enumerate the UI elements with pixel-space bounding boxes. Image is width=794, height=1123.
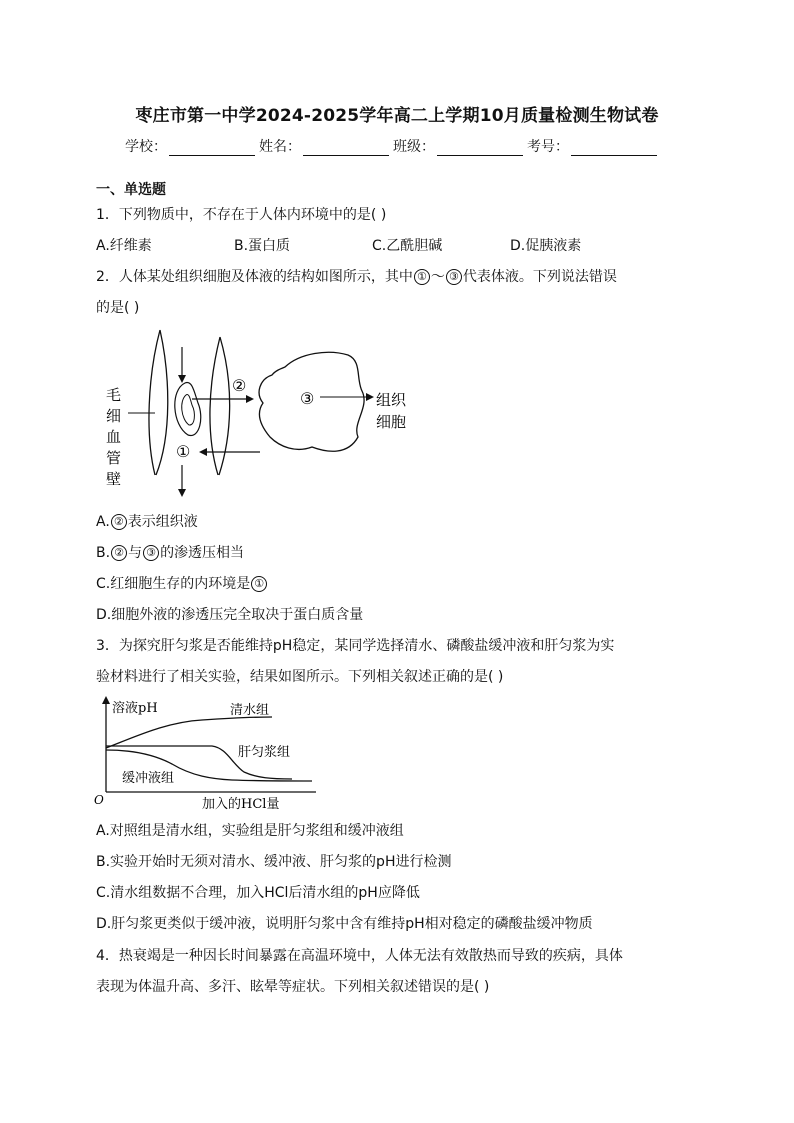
series-label-buffer: 缓冲液组 bbox=[122, 771, 175, 786]
origin-label: O bbox=[94, 793, 104, 807]
series-line-water bbox=[106, 717, 272, 748]
q1-option-d: D.促胰液素 bbox=[510, 238, 582, 254]
q2-stem-line2: 的是( ) bbox=[96, 300, 140, 316]
q2-option-a bbox=[96, 512, 198, 532]
red-blood-cell bbox=[175, 383, 201, 436]
wall-label-char: 细 bbox=[106, 407, 122, 425]
q2-stem-a: 2．人体某处组织细胞及体液的结构如图所示，其中 bbox=[96, 269, 413, 285]
series-label-water: 清水组 bbox=[230, 703, 270, 718]
page-title: 枣庄市第一中学2024-2025学年高二上学期10月质量检测生物试卷 bbox=[135, 106, 659, 126]
y-axis-label: 溶液pH bbox=[112, 701, 158, 716]
student-info-row bbox=[125, 136, 661, 156]
q1-options bbox=[96, 236, 648, 256]
mark-3: ③ bbox=[300, 389, 315, 408]
circled-2: ② bbox=[111, 545, 127, 561]
circled-3: ③ bbox=[446, 269, 462, 285]
q3-stem-line2: 验材料进行了相关实验，结果如图所示。下列相关叙述正确的是( ) bbox=[96, 669, 504, 685]
q3-option-b: B.实验开始时无须对清水、缓冲液、肝匀浆的pH进行检测 bbox=[96, 854, 452, 870]
q2-option-b bbox=[96, 543, 244, 563]
option-text: 表示组织液 bbox=[127, 514, 198, 530]
wall-label-char: 壁 bbox=[106, 470, 122, 488]
q2-option-d: D.细胞外液的渗透压完全取决于蛋白质含量 bbox=[96, 607, 364, 623]
ph-chart bbox=[92, 696, 322, 816]
cell-label-line1: 组织 bbox=[376, 391, 407, 409]
option-text: 与 bbox=[128, 545, 143, 561]
y-axis-arrow bbox=[102, 696, 110, 704]
tilde: ～ bbox=[430, 269, 445, 285]
q2-stem-line1 bbox=[96, 267, 617, 287]
name-field[interactable] bbox=[303, 141, 389, 156]
option-text: C.红细胞生存的内环境是 bbox=[96, 576, 251, 592]
q4-stem-line2: 表现为体温升高、多汗、眩晕等症状。下列相关叙述错误的是( ) bbox=[96, 979, 490, 995]
arrowhead bbox=[246, 395, 254, 403]
option-prefix: A. bbox=[96, 514, 110, 530]
exam-no-field[interactable] bbox=[571, 141, 657, 156]
exam-no-label: 考号： bbox=[527, 139, 569, 155]
q1-option-b: B.蛋白质 bbox=[234, 238, 291, 254]
q2-stem-b: 代表体液。下列说法错误 bbox=[462, 269, 617, 285]
wall-label-char: 血 bbox=[106, 428, 122, 446]
q3-stem-line1: 3．为探究肝匀浆是否能维持pH稳定，某同学选择清水、磷酸盐缓冲液和肝匀浆为实 bbox=[96, 638, 615, 654]
option-text: 的渗透压相当 bbox=[160, 545, 245, 561]
arrowhead bbox=[178, 375, 186, 383]
circled-3: ③ bbox=[143, 545, 159, 561]
school-label: 学校： bbox=[125, 139, 167, 155]
q3-option-a: A.对照组是清水组，实验组是肝匀浆组和缓冲液组 bbox=[96, 823, 404, 839]
section-heading: 一、单选题 bbox=[96, 182, 166, 198]
name-label: 姓名： bbox=[259, 139, 301, 155]
circled-1: ① bbox=[414, 269, 430, 285]
capillary-wall-left bbox=[149, 330, 168, 475]
capillary-wall-right bbox=[210, 337, 230, 475]
wall-label-char: 管 bbox=[106, 449, 122, 467]
cell-label-line2: 细胞 bbox=[376, 413, 407, 431]
q3-option-d: D.肝匀浆更类似于缓冲液，说明肝匀浆中含有维持pH相对稳定的磷酸盐缓冲物质 bbox=[96, 916, 593, 932]
capillary-diagram bbox=[100, 325, 430, 500]
wall-label-char: 毛 bbox=[106, 386, 122, 404]
x-axis-label: 加入的HCl量 bbox=[202, 797, 280, 812]
circled-2: ② bbox=[111, 514, 127, 530]
q1-stem: 1．下列物质中，不存在于人体内环境中的是( ) bbox=[96, 207, 387, 223]
school-field[interactable] bbox=[169, 141, 255, 156]
q3-option-c: C.清水组数据不合理，加入HCl后清水组的pH应降低 bbox=[96, 885, 420, 901]
class-label: 班级： bbox=[393, 139, 435, 155]
q2-option-c bbox=[96, 574, 268, 594]
class-field[interactable] bbox=[437, 141, 523, 156]
circled-1: ① bbox=[251, 576, 267, 592]
arrowhead bbox=[178, 489, 186, 497]
q4-stem-line1: 4．热衰竭是一种因长时间暴露在高温环境中，人体无法有效散热而导致的疾病，具体 bbox=[96, 948, 623, 964]
q1-option-c: C.乙酰胆碱 bbox=[372, 238, 443, 254]
arrowhead bbox=[199, 448, 207, 456]
option-prefix: B. bbox=[96, 545, 111, 561]
mark-2: ② bbox=[232, 376, 247, 395]
series-label-liver: 肝匀浆组 bbox=[238, 745, 291, 760]
mark-1: ① bbox=[176, 442, 191, 461]
q1-option-a: A.纤维素 bbox=[96, 238, 152, 254]
arrowhead bbox=[366, 393, 374, 401]
